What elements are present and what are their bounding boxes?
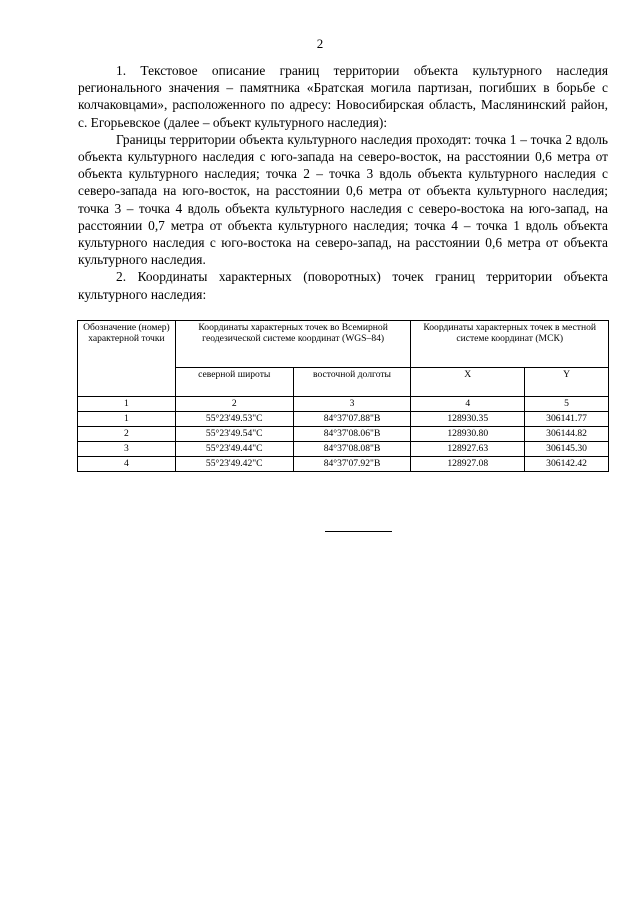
table-header-row <box>78 321 609 368</box>
table-row <box>78 457 609 472</box>
point-number: 4 <box>78 457 176 472</box>
longitude-cell: 84°37'08.06"В <box>293 427 411 442</box>
x-cell: 128930.35 <box>411 412 525 427</box>
y-cell: 306141.77 <box>525 412 609 427</box>
subheader-latitude: северной широты <box>175 368 293 397</box>
x-cell: 128927.08 <box>411 457 525 472</box>
header-point: Обозначение (номер) характерной точки <box>78 321 176 397</box>
point-number: 1 <box>78 412 176 427</box>
longitude-cell: 84°37'07.88"В <box>293 412 411 427</box>
table-column-numbers-row <box>78 397 609 412</box>
table-row <box>78 442 609 457</box>
longitude-cell: 84°37'07.92"В <box>293 457 411 472</box>
x-cell: 128930.80 <box>411 427 525 442</box>
latitude-cell: 55°23'49.54"С <box>175 427 293 442</box>
point-number: 2 <box>78 427 176 442</box>
paragraph-1: 1. Текстовое описание границ территории объекта культурного наследия регионального значения – памятника «Братская могила партизан, погибших в борьбе с колчаковцами», расположенного по адресу: Новосибирская область, Маслянинский район, с. Егорьевское (далее – объект культурного наследия): <box>78 63 608 130</box>
table-row <box>78 412 609 427</box>
subheader-x: X <box>411 368 525 397</box>
paragraph-3: 2. Координаты характерных (поворотных) точек границ территории объекта культурного наследия: <box>78 269 608 302</box>
column-number: 3 <box>293 397 411 412</box>
end-of-document-rule <box>325 531 392 532</box>
y-cell: 306142.42 <box>525 457 609 472</box>
subheader-longitude: восточной долготы <box>293 368 411 397</box>
header-msk: Координаты характерных точек в местной системе координат (МСК) <box>411 321 609 368</box>
latitude-cell: 55°23'49.53"С <box>175 412 293 427</box>
body-text <box>78 62 608 303</box>
x-cell: 128927.63 <box>411 442 525 457</box>
table-row <box>78 427 609 442</box>
column-number: 2 <box>175 397 293 412</box>
subheader-y: Y <box>525 368 609 397</box>
latitude-cell: 55°23'49.44"С <box>175 442 293 457</box>
point-number: 3 <box>78 442 176 457</box>
coordinates-table <box>77 320 609 472</box>
y-cell: 306144.82 <box>525 427 609 442</box>
header-wgs: Координаты характерных точек во Всемирной геодезической системе координат (WGS–84) <box>175 321 411 368</box>
y-cell: 306145.30 <box>525 442 609 457</box>
longitude-cell: 84°37'08.08"В <box>293 442 411 457</box>
page-number: 2 <box>316 36 324 51</box>
paragraph-2: Границы территории объекта культурного наследия проходят: точка 1 – точка 2 вдоль объекта культурного наследия с юго-запада на северо-восток, на расстоянии 0,6 метра от объекта культурного наследия; точка 2 – точка 3 вдоль объекта культурного наследия с северо-запада на юго-восток, на расстоянии 0,6 метра от объекта культурного наследия; точка 3 – точка 4 вдоль объекта культурного наследия с северо-востока на юго-запад, на расстоянии 0,7 метра от объекта культурного наследия; точка 4 – точка 1 вдоль объекта культурного наследия с юго-востока на северо-запад, на расстоянии 0,6 метра от объекта культурного наследия. <box>78 131 608 268</box>
column-number: 1 <box>78 397 176 412</box>
latitude-cell: 55°23'49.42"С <box>175 457 293 472</box>
column-number: 5 <box>525 397 609 412</box>
column-number: 4 <box>411 397 525 412</box>
